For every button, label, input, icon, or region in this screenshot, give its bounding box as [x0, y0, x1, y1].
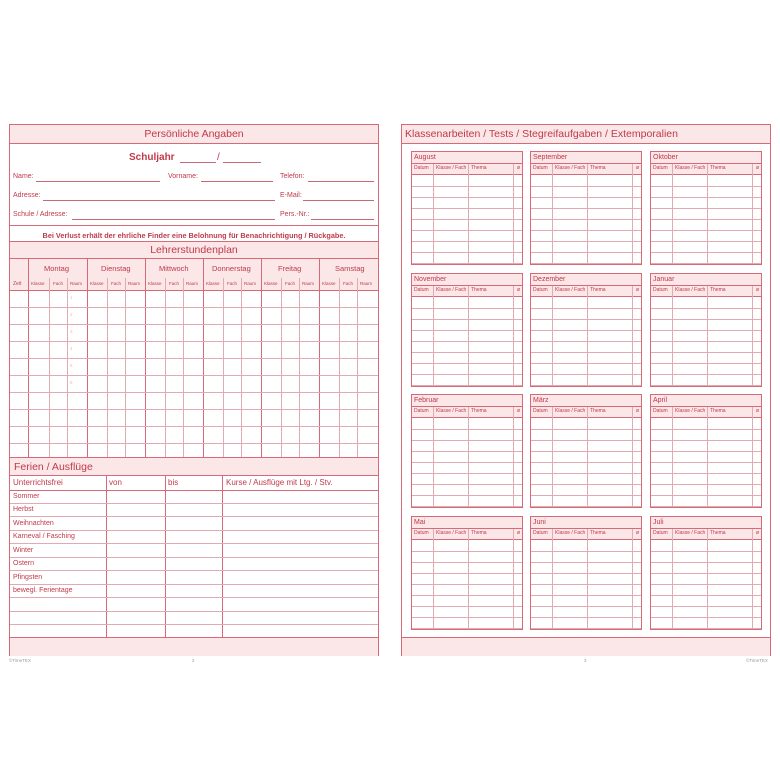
month-box-maerz [530, 394, 642, 508]
personal-title: Persönliche Angaben [144, 128, 244, 140]
col-phi: ø [636, 530, 640, 536]
month-title: August [412, 152, 522, 164]
adresse-field[interactable] [43, 200, 275, 201]
col-datum: Datum [414, 287, 429, 293]
col-thema: Thema [590, 287, 606, 293]
col-klasse-fach: Klasse / Fach [675, 287, 706, 293]
col-thema: Thema [710, 287, 726, 293]
col-bis: bis [168, 478, 179, 487]
sub-klasse-6: Klasse [322, 281, 336, 286]
sub-raum-2: Raum [128, 281, 141, 286]
month-box-juli [650, 516, 762, 630]
period-6: 6 [70, 380, 73, 385]
col-datum: Datum [653, 165, 668, 171]
col-thema: Thema [471, 530, 487, 536]
col-thema: Thema [710, 530, 726, 536]
col-unterrichtsfrei: Unterrichtsfrei [13, 478, 63, 487]
month-title: Juni [531, 517, 641, 529]
ferien-row-winter: Winter [13, 547, 34, 554]
col-phi: ø [517, 165, 521, 171]
col-thema: Thema [471, 287, 487, 293]
finder-bar [10, 225, 378, 242]
col-thema: Thema [471, 165, 487, 171]
ferien-row-karneval: Karneval / Fasching [13, 533, 75, 540]
right-page [401, 124, 771, 656]
col-datum: Datum [414, 408, 429, 414]
col-klasse-fach: Klasse / Fach [555, 165, 586, 171]
month-title: Dezember [531, 274, 641, 286]
col-thema: Thema [590, 165, 606, 171]
col-kurse: Kurse / Ausflüge mit Ltg. / Stv. [226, 478, 333, 487]
month-box-dezember [530, 273, 642, 387]
col-phi: ø [756, 530, 760, 536]
schuljahr-row [10, 152, 378, 166]
period-3: 3 [70, 329, 73, 334]
sub-raum-1: Raum [70, 281, 83, 286]
schuljahr-label: Schuljahr [129, 152, 175, 163]
month-title: Oktober [651, 152, 761, 164]
month-col-header [651, 407, 761, 418]
telefon-label: Telefon: [280, 173, 305, 180]
sub-fach-4: Fach [227, 281, 238, 286]
day-donnerstag: Donnerstag [212, 264, 251, 273]
month-title: Februar [412, 395, 522, 407]
col-klasse-fach: Klasse / Fach [436, 530, 467, 536]
col-phi: ø [517, 530, 521, 536]
month-box-august [411, 151, 523, 265]
ferien-row-bewegl: bewegl. Ferientage [13, 587, 73, 594]
month-title: September [531, 152, 641, 164]
month-col-header [531, 407, 641, 418]
col-phi: ø [636, 408, 640, 414]
sub-klasse-5: Klasse [264, 281, 278, 286]
month-col-header [651, 529, 761, 540]
ferien-header [10, 457, 378, 476]
right-header [401, 124, 771, 144]
month-title: Januar [651, 274, 761, 286]
month-col-header [531, 164, 641, 175]
month-title: Mai [412, 517, 522, 529]
col-klasse-fach: Klasse / Fach [436, 165, 467, 171]
sub-klasse-3: Klasse [148, 281, 162, 286]
col-datum: Datum [533, 165, 548, 171]
month-col-header [531, 529, 641, 540]
month-box-april [650, 394, 762, 508]
month-box-september [530, 151, 642, 265]
ferien-row-sommer: Sommer [13, 493, 40, 500]
period-4: 4 [70, 346, 73, 351]
col-datum: Datum [533, 287, 548, 293]
col-phi: ø [517, 408, 521, 414]
col-klasse-fach: Klasse / Fach [436, 408, 467, 414]
right-bottom-band [402, 637, 770, 656]
day-freitag: Freitag [278, 264, 302, 273]
sub-fach-1: Fach [53, 281, 64, 286]
month-col-header [651, 286, 761, 297]
month-box-januar [650, 273, 762, 387]
col-datum: Datum [653, 408, 668, 414]
col-thema: Thema [710, 165, 726, 171]
month-title: Juli [651, 517, 761, 529]
zeit-label: Zeit [13, 281, 22, 287]
sub-fach-5: Fach [285, 281, 296, 286]
month-box-mai [411, 516, 523, 630]
ferien-table [10, 476, 378, 637]
sub-raum-4: Raum [244, 281, 257, 286]
left-bottom-band [10, 637, 378, 656]
sub-klasse-4: Klasse [206, 281, 220, 286]
left-page [9, 124, 379, 656]
col-phi: ø [517, 287, 521, 293]
month-col-header [412, 407, 522, 418]
telefon-field[interactable] [308, 181, 374, 182]
month-col-header [412, 529, 522, 540]
schule-field[interactable] [72, 219, 275, 220]
ferien-row-weihnachten: Weihnachten [13, 520, 54, 527]
month-box-oktober [650, 151, 762, 265]
col-datum: Datum [414, 165, 429, 171]
col-klasse-fach: Klasse / Fach [675, 408, 706, 414]
col-phi: ø [756, 408, 760, 414]
col-datum: Datum [414, 530, 429, 536]
col-phi: ø [636, 287, 640, 293]
sub-raum-5: Raum [302, 281, 315, 286]
personal-header [9, 124, 379, 144]
col-klasse-fach: Klasse / Fach [555, 530, 586, 536]
month-title: April [651, 395, 761, 407]
schule-label: Schule / Adresse: [13, 211, 68, 218]
vorname-field[interactable] [201, 181, 273, 182]
name-label: Name: [13, 173, 34, 180]
lehrer-header [10, 241, 378, 259]
col-datum: Datum [533, 408, 548, 414]
lehrer-title: Lehrerstundenplan [150, 244, 238, 256]
ferien-row-ostern: Ostern [13, 560, 35, 567]
email-label: E-Mail: [280, 192, 302, 199]
sub-klasse-2: Klasse [90, 281, 104, 286]
left-footer-brand: ©TimeTEX [9, 658, 31, 663]
name-field[interactable] [36, 181, 160, 182]
schuljahr-slash: / [217, 152, 220, 163]
sub-fach-2: Fach [111, 281, 122, 286]
day-dienstag: Dienstag [101, 264, 131, 273]
col-thema: Thema [590, 408, 606, 414]
right-footer-brand: ©TimeTEX [746, 658, 768, 663]
month-col-header [651, 164, 761, 175]
col-klasse-fach: Klasse / Fach [436, 287, 467, 293]
col-phi: ø [636, 165, 640, 171]
month-col-header [412, 164, 522, 175]
right-footer-page-number: 3 [584, 658, 587, 663]
day-montag: Montag [44, 264, 70, 273]
col-phi: ø [756, 165, 760, 171]
month-box-november [411, 273, 523, 387]
period-5: 5 [70, 363, 73, 368]
finder-text: Bei Verlust erhält der ehrliche Finder eine Belohnung für Benachrichtigung / Rückgabe. [42, 231, 346, 240]
schuljahr-line-2[interactable] [223, 162, 261, 163]
persnr-label: Pers.-Nr.: [280, 211, 310, 218]
col-datum: Datum [533, 530, 548, 536]
month-col-header [531, 286, 641, 297]
month-title: November [412, 274, 522, 286]
col-klasse-fach: Klasse / Fach [675, 530, 706, 536]
left-page-number: 2 [192, 658, 195, 663]
period-2: 2 [70, 312, 73, 317]
sub-fach-6: Fach [343, 281, 354, 286]
month-title: März [531, 395, 641, 407]
sub-fach-3: Fach [169, 281, 180, 286]
adresse-label: Adresse: [13, 192, 41, 199]
col-klasse-fach: Klasse / Fach [555, 408, 586, 414]
ferien-title: Ferien / Ausflüge [14, 461, 93, 473]
right-title: Klassenarbeiten / Tests / Stegreifaufgaben / Extemporalien [405, 128, 678, 140]
col-datum: Datum [653, 530, 668, 536]
month-box-februar [411, 394, 523, 508]
month-box-juni [530, 516, 642, 630]
persnr-field[interactable] [311, 219, 374, 220]
timetable [10, 259, 378, 457]
col-thema: Thema [471, 408, 487, 414]
month-col-header [412, 286, 522, 297]
sub-klasse-1: Klasse [31, 281, 45, 286]
sub-raum-3: Raum [186, 281, 199, 286]
col-klasse-fach: Klasse / Fach [555, 287, 586, 293]
day-samstag: Samstag [335, 264, 365, 273]
col-phi: ø [756, 287, 760, 293]
col-datum: Datum [653, 287, 668, 293]
col-klasse-fach: Klasse / Fach [675, 165, 706, 171]
period-1: 1 [70, 295, 73, 300]
vorname-label: Vorname: [168, 173, 198, 180]
day-mittwoch: Mittwoch [159, 264, 189, 273]
email-field[interactable] [303, 200, 374, 201]
col-thema: Thema [710, 408, 726, 414]
col-von: von [109, 478, 122, 487]
sub-raum-6: Raum [360, 281, 373, 286]
ferien-row-pfingsten: Pfingsten [13, 574, 43, 581]
ferien-row-herbst: Herbst [13, 506, 34, 513]
schuljahr-line-1[interactable] [180, 162, 216, 163]
col-thema: Thema [590, 530, 606, 536]
